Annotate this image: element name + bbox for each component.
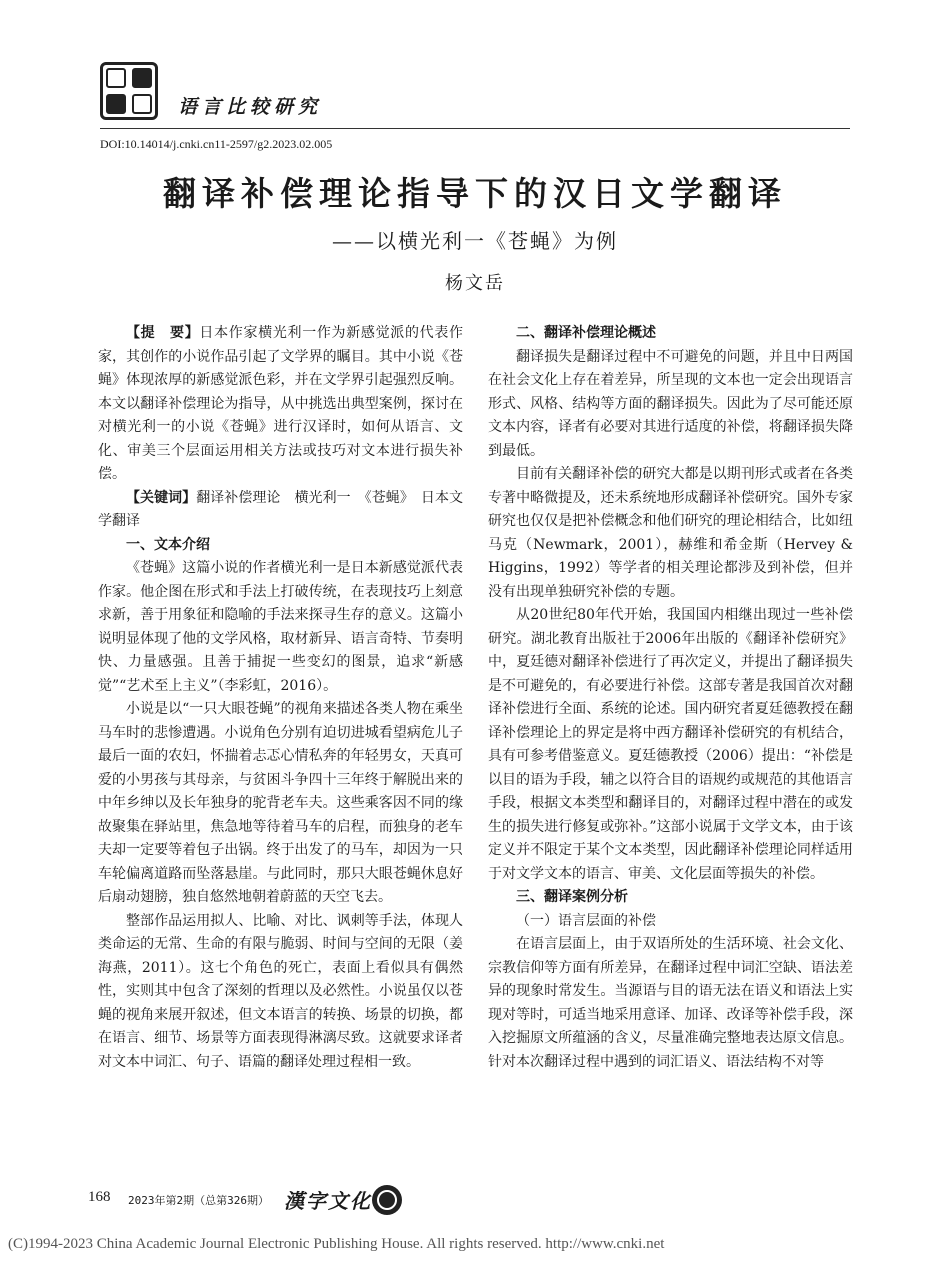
abstract-label: 【提 要】 [126,325,200,341]
header-divider [100,128,850,129]
paragraph: 整部作品运用拟人、比喻、对比、讽刺等手法，体现人类命运的无常、生命的有限与脆弱、时间与空间的无限（姜海燕，2011）。这七个角色的死亡，表面上看似具有偶然性，实则其中包含了深刻的哲理以及必然性。小说虽仅以苍蝇的视角来展开叙述，但文本语言的转换、场景的切换，都在语言、细节、场景等方面表现得淋漓尽致。这就要求译者对文本中词汇、句子、语篇的翻译处理过程相一致。 [98,912,463,1070]
paragraph: 小说是以“一只大眼苍蝇”的视角来描述各类人物在乘坐马车时的悲惨遭遇。小说角色分别有迫切进城看望病危儿子最后一面的农妇，怀揣着忐忑心情私奔的年轻男女，天真可爱的小男孩与其母亲，与贫困斗争四十三年终于解脱出来的中年乡绅以及长年独身的驼背老车夫。这些乘客因不同的缘故聚集在驿站里，焦急地等待着马车的启程，而独身的老车夫却一定要等着包子出锅。终于出发了的马车，却因为一只车轮偏离道路而坠落悬崖。与此同时，那只大眼苍蝇休息好后扇动翅膀，独自悠然地朝着蔚蓝的天空飞去。 [98,701,463,905]
column-title: 语言比较研究 [178,96,323,118]
issue-info: 2023年第2期（总第326期） [128,1194,269,1207]
paragraph: 在语言层面上，由于双语所处的生活环境、社会文化、宗教信仰等方面有所差异，在翻译过程中词汇空缺、语法差异的现象时常发生。当源语与目的语无法在语义和语法上实现对等时，可适当地采用意译、加译、改译等补偿手段，深入挖掘原文所蕴涵的含义，尽量准确完整地表达原文信息。针对本次翻译过程中遇到的词汇语义、语法结构不对等 [488,936,853,1070]
journal-seal-icon [372,1185,402,1215]
subsection-heading: （一）语言层面的补偿 [516,912,656,929]
section-heading: 二、翻译补偿理论概述 [516,325,656,341]
left-column [98,322,463,1074]
abstract-text: 日本作家横光利一作为新感觉派的代表作家，其创作的小说作品引起了文学界的瞩目。其中小说《苍蝇》体现浓厚的新感觉派色彩，并在文学界引起强烈反响。本文以翻译补偿理论为指导，从中挑选出典型案例，探讨在对横光利一的小说《苍蝇》进行汉译时，如何从语言、文化、审美三个层面运用相关方法或技巧对文本进行损失补偿。 [98,325,464,482]
section-heading: 三、翻译案例分析 [516,889,628,905]
article-title: 翻译补偿理论指导下的汉日文学翻译 [163,174,787,213]
keywords [98,487,463,534]
journal-logo-icon [100,62,158,120]
journal-header [100,62,850,126]
page-footer [88,1185,488,1215]
doi: DOI:10.14014/j.cnki.cn11-2597/g2.2023.02.005 [100,137,333,151]
journal-name: 漢字文化 [284,1189,372,1213]
abstract [98,322,463,487]
article-author: 杨文岳 [445,273,505,294]
paragraph: 目前有关翻译补偿的研究大都是以期刊形式或者在各类专著中略微提及，还未系统地形成翻译补偿研究。国外专家研究也仅仅是把补偿概念和他们研究的理论相结合，比如纽马克（Newmark，2001），赫维和希金斯（Hervey & Higgins，1992）等学者的相关理论都涉及到补偿，但并没有出现单独研究补偿的专题。 [488,466,853,600]
paragraph: 《苍蝇》这篇小说的作者横光利一是日本新感觉派代表作家。他企图在形式和手法上打破传统，在表现技巧上刻意求新，善于用象征和隐喻的手法来探寻生存的意义。这篇小说明显体现了他的文学风格，取材新异、语言奇特、节奏明快、力量感强。且善于捕捉一些变幻的图景，追求“新感觉”“艺术至上主义”（李彩虹，2016）。 [98,560,463,694]
section-heading: 一、文本介绍 [126,536,210,553]
page-number: 168 [88,1189,111,1205]
keywords-text: 翻译补偿理论 横光利一 《苍蝇》 日本文学翻译 [98,489,464,529]
copyright-notice: (C)1994-2023 China Academic Journal Electronic Publishing House. All rights reserved. http://www.cnki.net [8,1236,665,1252]
article-subtitle: ——以横光利一《苍蝇》为例 [332,229,618,253]
paragraph: 翻译损失是翻译过程中不可避免的问题，并且中日两国在社会文化上存在着差异，所呈现的文本也一定会出现语言形式、风格、结构等方面的翻译损失。因此为了尽可能还原文本内容，译者有必要对其进行适度的补偿，将翻译损失降到最低。 [488,348,853,459]
keywords-label: 【关键词】 [126,489,197,506]
paragraph: 从20世纪80年代开始，我国国内相继出现过一些补偿研究。湖北教育出版社于2006年出版的《翻译补偿研究》中，夏廷德对翻译补偿进行了再次定义，并提出了翻译损失是不可避免的，有必要进行补偿。这部专著是我国首次对翻译补偿进行全面、系统的论述。国内研究者夏廷德教授在翻译补偿理论上的界定是将中西方翻译补偿研究的有机结合，具有可参考借鉴意义。夏廷德教授（2006）提出：“补偿是以目的语为手段，辅之以符合目的语规约或规范的其他语言手段，根据文本类型和翻译目的，对翻译过程中潜在的或发生的损失进行修复或弥补。”这部小说属于文学文本，由于该定义并不限定于某个文本类型，因此翻译补偿理论同样适用于对文学文本的语言、审美、文化层面等损失的补偿。 [488,607,853,882]
right-column [488,322,853,1074]
